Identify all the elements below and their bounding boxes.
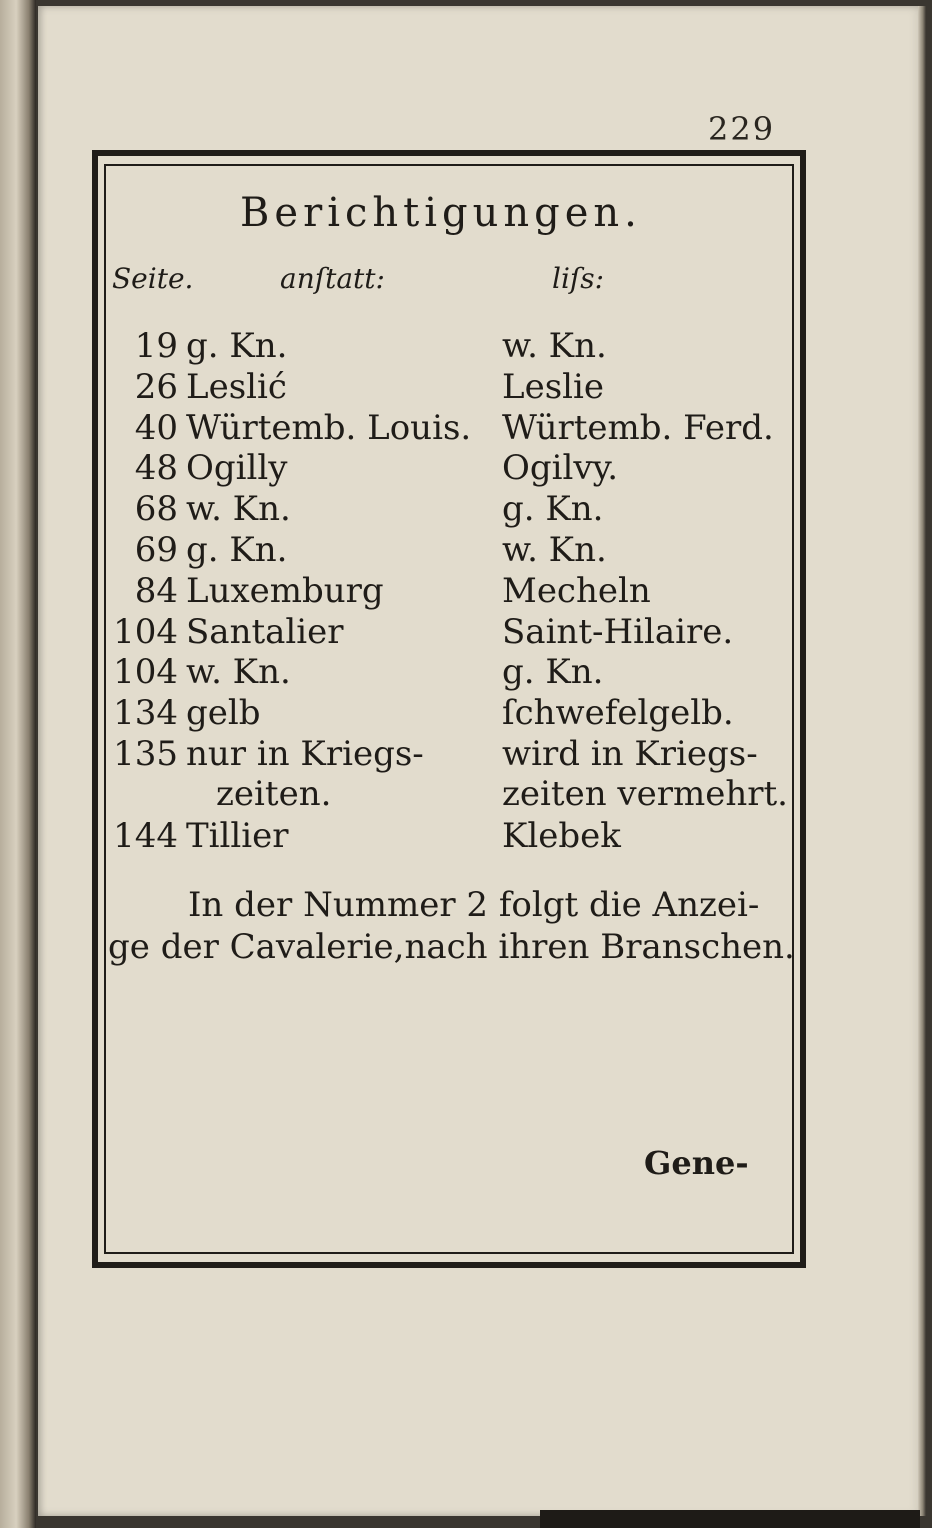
errata-instead: Santalier: [186, 611, 344, 652]
page-title: Berichtigungen.: [240, 190, 642, 236]
errata-row: [108, 612, 788, 653]
errata-read-line: zeiten vermehrt.: [502, 773, 788, 814]
column-header-lies: liſs:: [552, 262, 605, 295]
errata-instead: Ogilly: [186, 448, 288, 489]
closing-note: [108, 884, 795, 968]
errata-row: [108, 571, 788, 612]
errata-page: 48: [134, 448, 178, 489]
errata-page: 19: [134, 326, 178, 366]
column-header-seite: Seite.: [112, 262, 194, 295]
errata-instead-line: nur in Kriegs-: [186, 733, 424, 774]
errata-row: [108, 489, 788, 530]
errata-row: [108, 448, 788, 489]
errata-page: 135: [113, 733, 178, 774]
errata-instead: [186, 734, 424, 814]
errata-instead: Tillier: [186, 815, 289, 856]
errata-instead: Leslić: [186, 366, 287, 407]
errata-page: 104: [113, 652, 178, 693]
errata-row: [108, 530, 788, 571]
errata-read: g. Kn.: [502, 652, 604, 693]
errata-instead: g. Kn.: [186, 529, 288, 570]
errata-instead: Luxemburg: [186, 570, 384, 611]
errata-read: Mecheln: [502, 570, 651, 611]
errata-page: 134: [113, 693, 178, 734]
errata-page: 84: [134, 570, 178, 611]
errata-read: Ogilvy.: [502, 448, 619, 489]
errata-row: [108, 367, 788, 408]
closing-note-line: In der Nummer 2 folgt die Anzei-: [188, 885, 760, 925]
errata-read: Saint-Hilaire.: [502, 611, 734, 652]
errata-instead: w. Kn.: [186, 652, 291, 693]
column-header-anstatt: anſtatt:: [280, 262, 385, 295]
errata-page: 144: [113, 815, 178, 856]
errata-row: [108, 652, 788, 693]
errata-row: [108, 326, 788, 367]
errata-row: [108, 408, 788, 449]
errata-instead: w. Kn.: [186, 489, 291, 530]
errata-read: Würtemb. Ferd.: [502, 407, 774, 448]
errata-row: [108, 734, 788, 816]
errata-page: 68: [134, 489, 178, 530]
errata-read: w. Kn.: [502, 326, 607, 366]
errata-row: [108, 816, 788, 857]
page-number: 229: [708, 110, 776, 148]
errata-instead: Würtemb. Louis.: [186, 407, 472, 448]
errata-read-line: wird in Kriegs-: [502, 733, 758, 774]
errata-read: g. Kn.: [502, 489, 604, 530]
binding-shadow: [540, 1510, 920, 1528]
errata-instead-line: zeiten.: [216, 773, 332, 814]
errata-page: 26: [134, 366, 178, 407]
errata-page: 104: [113, 611, 178, 652]
catchword: Gene-: [644, 1144, 749, 1182]
errata-instead: g. Kn.: [186, 326, 288, 366]
page-edge-shadow: [918, 6, 926, 1516]
errata-read: Klebek: [502, 815, 621, 856]
errata-list: [108, 326, 788, 856]
closing-note-line: ge der Cavalerie,nach ihren Branschen.: [108, 927, 795, 967]
errata-instead: gelb: [186, 693, 261, 734]
errata-read: ſchwefelgelb.: [502, 693, 734, 734]
facing-page-edge: [0, 0, 36, 1528]
errata-page: 40: [134, 407, 178, 448]
errata-row: [108, 693, 788, 734]
errata-read: w. Kn.: [502, 529, 607, 570]
errata-page: 69: [134, 529, 178, 570]
errata-read: [502, 734, 788, 814]
errata-read: Leslie: [502, 366, 605, 407]
